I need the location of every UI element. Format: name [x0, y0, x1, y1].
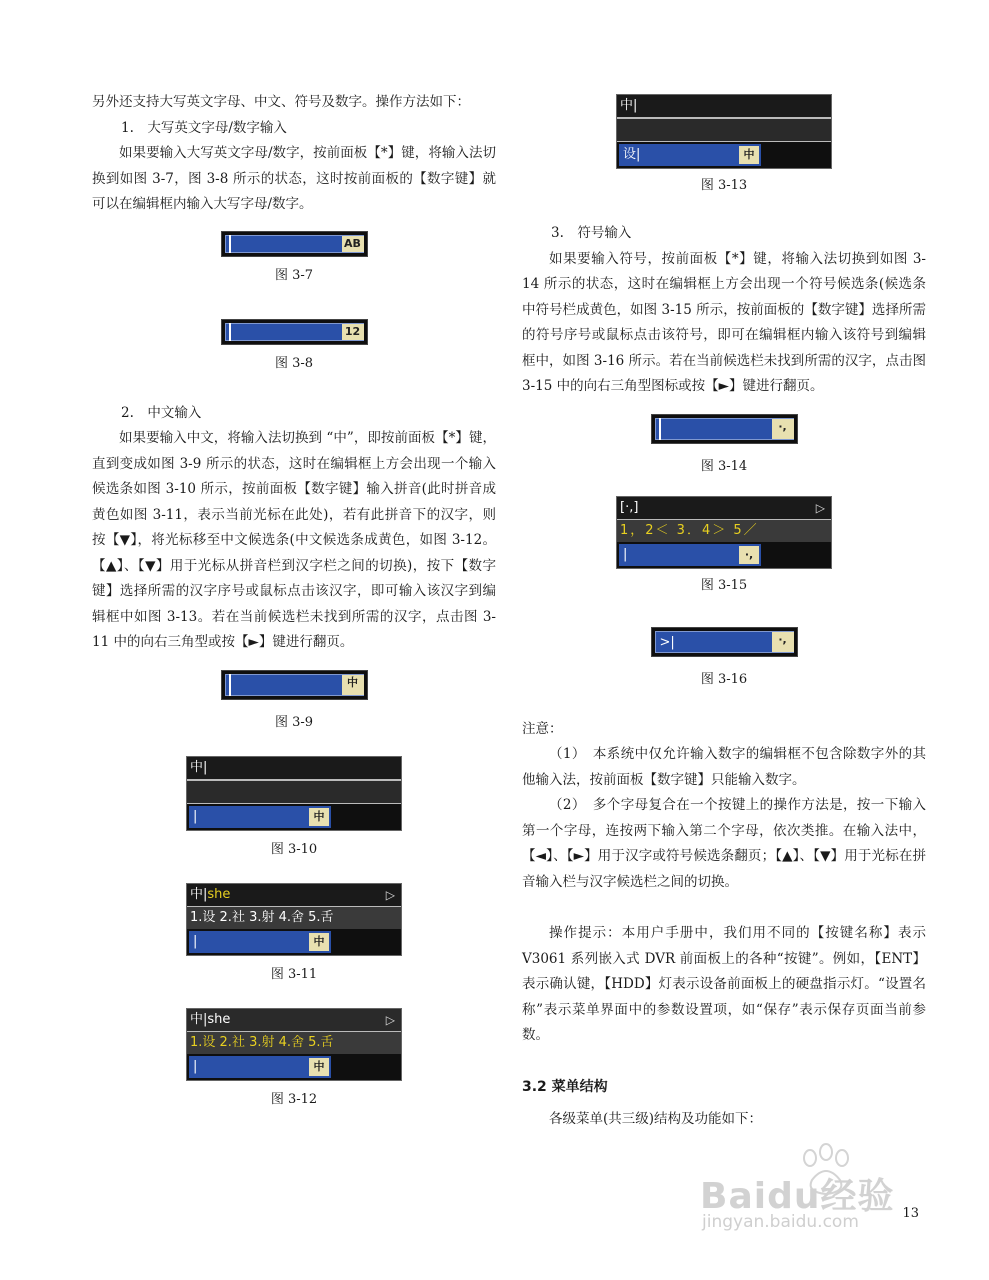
caption-3-16: 图 3-16 — [700, 671, 748, 687]
item3-body: 如果要输入符号，按前面板【*】键，将输入法切换到如图 3-14 所示的状态，这时在编辑框上方会出现一个符号候选条(候选条中符号栏成黄色，如图 3-15 所示，按前面板的【数字键】选择所需的符号序号或鼠标点击该符号，即可在编辑框内输入该符号到编辑框中，如图 3-16 所示。若在当前候选栏未找到所需的汉字，点击图 3-15 中的向右三角型图标或按【►】键进行翻页。 — [522, 250, 926, 394]
caption-3-13: 图 3-13 — [700, 178, 748, 193]
ime-mode-indicator[interactable]: 中 — [309, 933, 329, 951]
text-cursor — [229, 674, 231, 696]
caption-3-10: 图 3-10 — [270, 841, 318, 857]
caption-3-7: 图 3-7 — [274, 267, 314, 283]
ime-mode-label: [·,] — [620, 499, 639, 515]
candidate-row-empty — [187, 780, 401, 804]
note-title: 注意： — [522, 720, 563, 737]
edit-text: 设 — [623, 147, 637, 162]
figure-3-16 — [522, 627, 926, 657]
pinyin-row[interactable]: 中| — [617, 95, 831, 118]
pinyin-row[interactable]: 中|she ▷ — [187, 1009, 401, 1032]
ime-candidate-panel — [186, 883, 402, 956]
text-cursor — [659, 418, 661, 440]
ime-mode-label: 中 — [190, 886, 204, 902]
ime-mode-indicator[interactable]: ·, — [772, 419, 794, 439]
figure-3-8 — [92, 319, 496, 345]
note-2: （2） 多个字母复合在一个按键上的操作方法是，按一下输入第一个字母，连按两下输入第二个字母，依次类推。在输入法中，【◄】、【►】用于汉字或符号候选条翻页；【▲】、【▼】用于光标在拼音输入栏与汉字候选栏之间的切换。 — [522, 797, 926, 890]
ime-mode-label: 中 — [620, 98, 634, 113]
ime-mode-indicator[interactable]: 中 — [309, 808, 329, 826]
ime-candidate-panel — [186, 756, 402, 831]
next-page-triangle-icon[interactable]: ▷ — [385, 887, 395, 902]
pinyin-row[interactable]: 中|she ▷ — [187, 884, 401, 907]
symbol-candidate-panel — [616, 496, 832, 569]
ime-candidate-panel — [616, 94, 832, 169]
item2-title: 2. 中文输入 — [121, 404, 202, 421]
next-page-triangle-icon[interactable]: ▷ — [385, 1012, 395, 1027]
caption-3-8: 图 3-8 — [274, 355, 314, 371]
input-box-symbol-result[interactable]: >| ·, — [651, 627, 798, 657]
input-box-symbol[interactable] — [651, 414, 798, 444]
figure-3-13 — [522, 94, 926, 169]
left-column — [92, 90, 496, 1109]
figure-3-12 — [92, 1008, 496, 1081]
ime-mode-indicator[interactable]: 中 — [309, 1058, 329, 1076]
text-cursor — [229, 235, 231, 253]
figure-3-10 — [92, 756, 496, 831]
item3-title: 3. 符号输入 — [551, 225, 632, 241]
caption-3-12: 图 3-12 — [270, 1091, 318, 1107]
ime-candidate-panel — [186, 1008, 402, 1081]
input-box-chinese[interactable] — [221, 670, 368, 700]
caption-3-11: 图 3-11 — [270, 966, 318, 982]
caption-3-9: 图 3-9 — [274, 714, 314, 730]
pinyin-row[interactable]: 中| — [187, 757, 401, 780]
pinyin-text: she — [207, 886, 231, 902]
ime-mode-indicator[interactable]: AB — [342, 236, 364, 252]
ime-mode-indicator[interactable]: ·, — [772, 632, 794, 652]
text-cursor — [229, 323, 231, 341]
symbol-mode-row[interactable] — [617, 497, 831, 520]
edit-row[interactable]: | 中 — [187, 929, 401, 955]
item1-body: 如果要输入大写英文字母/数字，按前面板【*】键，将输入法切换到如图 3-7，图 3-8 所示的状态，这时按前面板的【数字键】就可以在编辑框内输入大写字母/数字。 — [92, 145, 496, 212]
page-number: 13 — [902, 1206, 919, 1221]
edit-row[interactable]: 设| 中 — [617, 142, 831, 168]
item1-title: 1. 大写英文字母/数字输入 — [121, 119, 287, 136]
caption-3-15: 图 3-15 — [700, 577, 748, 593]
figure-3-9 — [92, 670, 496, 700]
candidate-row-highlighted[interactable]: 1.设 2.社 3.射 4.舍 5.舌 — [187, 1032, 401, 1054]
ime-mode-indicator[interactable]: 中 — [342, 675, 364, 695]
figure-3-11 — [92, 883, 496, 956]
ime-mode-indicator[interactable]: 12 — [342, 324, 364, 340]
watermark-url: jingyan.baidu.com — [702, 1212, 859, 1232]
next-page-triangle-icon[interactable]: ▷ — [815, 500, 825, 515]
figure-3-15 — [522, 496, 926, 569]
edit-row[interactable]: | 中 — [187, 804, 401, 830]
figure-3-14 — [522, 414, 926, 444]
input-box-uppercase[interactable] — [221, 231, 368, 257]
right-column — [522, 94, 926, 1132]
baidu-jingyan-watermark — [700, 1138, 940, 1248]
note-1: （1） 本系统中仅允许输入数字的编辑框不包含除数字外的其他输入法，按前面板【数字键】只能输入数字。 — [522, 746, 926, 788]
edit-row[interactable]: | ·, — [617, 542, 831, 568]
figure-3-7 — [92, 231, 496, 257]
pinyin-text: she — [207, 1011, 231, 1027]
ime-mode-label: 中 — [190, 1011, 204, 1027]
section-body: 各级菜单(共三级)结构及功能如下： — [549, 1110, 763, 1127]
input-box-digits[interactable] — [221, 319, 368, 345]
item2-body: 如果要输入中文，将输入法切换到 “中”，即按前面板【*】键，直到变成如图 3-9 所示的状态，这时在编辑框上方会出现一个输入候选条如图 3-10 所示，按前面板【数字键】输入拼音(此时拼音成黄色如图 3-11，表示当前光标在此处)，若有此拼音下的汉字，则按【▼】，将光标移至中文候选条(中文候选条成黄色，如图 3-12。【▲】、【▼】用于光标从拼音栏到汉字栏之间的切换)，按下【数字键】选择所需的汉字序号或鼠标点击该汉字，即可输入该汉字到编辑框中如图 3-13。若在当前候选栏未找到所需的汉字，点击图 3-11 中的向右三角型或按【►】键进行翻页。 — [92, 430, 496, 650]
ime-mode-label: 中 — [190, 759, 204, 775]
intro-paragraph: 另外还支持大写英文字母、中文、符号及数字。操作方法如下： — [92, 94, 470, 110]
caption-3-14: 图 3-14 — [700, 458, 748, 474]
candidate-row-empty — [617, 118, 831, 142]
candidate-row[interactable]: 1.设 2.社 3.射 4.舍 5.舌 — [187, 907, 401, 929]
ime-mode-indicator[interactable]: 中 — [739, 146, 759, 164]
edit-text: > — [659, 634, 671, 650]
section-heading: 3.2 菜单结构 — [522, 1078, 608, 1095]
symbol-candidate-row[interactable]: 1，2＜ 3．4＞ 5／ — [617, 520, 831, 542]
edit-row[interactable]: | 中 — [187, 1054, 401, 1080]
ime-mode-indicator[interactable]: ·, — [739, 546, 759, 564]
watermark-brand: Baidu经验 — [700, 1176, 895, 1217]
operation-tip: 操作提示：本用户手册中，我们用不同的【按键名称】表示 V3061 系列嵌入式 DVR 前面板上的各种“按键”。例如，【ENT】表示确认键，【HDD】灯表示设备前面板上的硬盘指示灯。“设置名称”表示菜单界面中的参数设置项，如“保存”表示保存页面当前参数。 — [522, 925, 926, 1043]
